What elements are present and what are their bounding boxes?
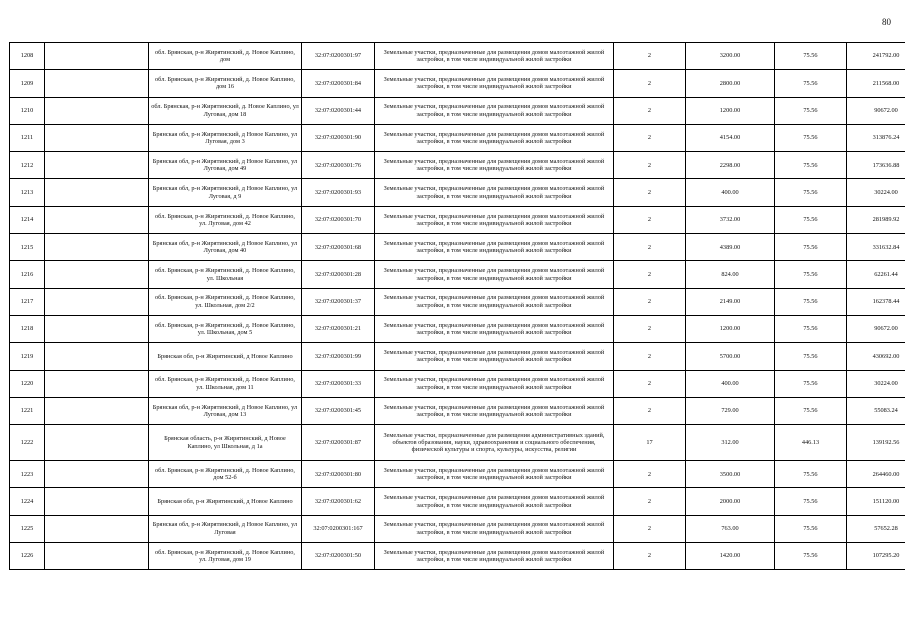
use-group-cell: 2	[614, 124, 686, 151]
cadastral-number-cell: 32:07:0200301:80	[302, 461, 375, 488]
area-cell: 4154.00	[686, 124, 775, 151]
area-cell: 2149.00	[686, 288, 775, 315]
blank-cell	[45, 515, 149, 542]
specific-value-cell: 75.56	[775, 152, 847, 179]
cadastral-value-cell: 162378.44	[847, 288, 905, 315]
area-cell: 1420.00	[686, 543, 775, 570]
table-row	[10, 488, 905, 515]
table-row	[10, 206, 905, 233]
use-group-cell: 2	[614, 288, 686, 315]
blank-cell	[45, 343, 149, 370]
cadastral-value-cell: 62261.44	[847, 261, 905, 288]
specific-value-cell: 75.56	[775, 288, 847, 315]
address-cell: Брянская обл, р-н Жирятинский, д Новое Каплино, ул Луговая, дом 40	[149, 234, 302, 261]
address-cell: Брянская область, р-н Жирятинский, д Новое Каплино, ул Школьная, д 1а	[149, 425, 302, 461]
blank-cell	[45, 234, 149, 261]
cadastral-value-cell: 90672.00	[847, 315, 905, 342]
cadastral-number-cell: 32:07:0200301:87	[302, 425, 375, 461]
table-row	[10, 515, 905, 542]
blank-cell	[45, 124, 149, 151]
area-cell: 1200.00	[686, 315, 775, 342]
row-number: 1208	[10, 43, 45, 70]
address-cell: обл. Брянская, р-н Жирятинский, д. Новое Каплино, дом 52-б	[149, 461, 302, 488]
specific-value-cell: 75.56	[775, 261, 847, 288]
land-use-cell: Земельные участки, предназначенные для размещения домов малоэтажной жилой застройки, в том числе индивидуальной жилой застройки	[375, 343, 614, 370]
table-row	[10, 343, 905, 370]
area-cell: 312.00	[686, 425, 775, 461]
land-use-cell: Земельные участки, предназначенные для размещения домов малоэтажной жилой застройки, в том числе индивидуальной жилой застройки	[375, 315, 614, 342]
blank-cell	[45, 315, 149, 342]
use-group-cell: 2	[614, 261, 686, 288]
specific-value-cell: 75.56	[775, 206, 847, 233]
cadastral-number-cell: 32:07:0200301:76	[302, 152, 375, 179]
table-row	[10, 234, 905, 261]
table-row	[10, 370, 905, 397]
cadastral-number-cell: 32:07:0200301:45	[302, 397, 375, 424]
area-cell: 824.00	[686, 261, 775, 288]
row-number: 1224	[10, 488, 45, 515]
land-use-cell: Земельные участки, предназначенные для размещения домов малоэтажной жилой застройки, в том числе индивидуальной жилой застройки	[375, 543, 614, 570]
address-cell: Брянская обл, р-н Жирятинский, д Новое Каплино	[149, 343, 302, 370]
table-row	[10, 152, 905, 179]
address-cell: обл. Брянская, р-н Жирятинский, д. Новое Каплино, ул. Школьная, дом 2/2	[149, 288, 302, 315]
blank-cell	[45, 425, 149, 461]
land-use-cell: Земельные участки, предназначенные для размещения домов малоэтажной жилой застройки, в том числе индивидуальной жилой застройки	[375, 461, 614, 488]
blank-cell	[45, 70, 149, 97]
cadastral-value-cell: 281989.92	[847, 206, 905, 233]
specific-value-cell: 75.56	[775, 234, 847, 261]
row-number: 1209	[10, 70, 45, 97]
land-use-cell: Земельные участки, предназначенные для размещения домов малоэтажной жилой застройки, в том числе индивидуальной жилой застройки	[375, 206, 614, 233]
specific-value-cell: 75.56	[775, 179, 847, 206]
use-group-cell: 2	[614, 206, 686, 233]
cadastral-value-cell: 151120.00	[847, 488, 905, 515]
area-cell: 1200.00	[686, 97, 775, 124]
area-cell: 400.00	[686, 370, 775, 397]
use-group-cell: 2	[614, 70, 686, 97]
cadastral-number-cell: 32:07:0200301:28	[302, 261, 375, 288]
blank-cell	[45, 152, 149, 179]
row-number: 1225	[10, 515, 45, 542]
table-row	[10, 97, 905, 124]
land-use-cell: Земельные участки, предназначенные для размещения домов малоэтажной жилой застройки, в том числе индивидуальной жилой застройки	[375, 515, 614, 542]
address-cell: Брянская обл, р-н Жирятинский, д Новое Каплино, ул Луговая, дом 3	[149, 124, 302, 151]
use-group-cell: 2	[614, 43, 686, 70]
row-number: 1218	[10, 315, 45, 342]
specific-value-cell: 75.56	[775, 397, 847, 424]
table-row	[10, 261, 905, 288]
cadastral-value-cell: 173636.88	[847, 152, 905, 179]
land-use-cell: Земельные участки, предназначенные для размещения домов малоэтажной жилой застройки, в том числе индивидуальной жилой застройки	[375, 288, 614, 315]
row-number: 1211	[10, 124, 45, 151]
row-number: 1226	[10, 543, 45, 570]
use-group-cell: 2	[614, 343, 686, 370]
use-group-cell: 17	[614, 425, 686, 461]
blank-cell	[45, 179, 149, 206]
table-row	[10, 70, 905, 97]
cadastral-number-cell: 32:07:0200301:62	[302, 488, 375, 515]
cadastral-number-cell: 32:07:0200301:97	[302, 43, 375, 70]
land-use-cell: Земельные участки, предназначенные для размещения домов малоэтажной жилой застройки, в том числе индивидуальной жилой застройки	[375, 124, 614, 151]
blank-cell	[45, 97, 149, 124]
row-number: 1223	[10, 461, 45, 488]
use-group-cell: 2	[614, 461, 686, 488]
specific-value-cell: 75.56	[775, 488, 847, 515]
table-row	[10, 425, 905, 461]
area-cell: 4389.00	[686, 234, 775, 261]
specific-value-cell: 75.56	[775, 124, 847, 151]
blank-cell	[45, 461, 149, 488]
cadastral-number-cell: 32:07:0200301:44	[302, 97, 375, 124]
row-number: 1222	[10, 425, 45, 461]
address-cell: Брянская обл, р-н Жирятинский, д Новое Каплино, ул Луговая, дом 49	[149, 152, 302, 179]
table-body	[10, 43, 905, 570]
specific-value-cell: 75.56	[775, 461, 847, 488]
row-number: 1212	[10, 152, 45, 179]
address-cell: Брянская обл, р-н Жирятинский, д Новое Каплино, ул Луговая, дом 13	[149, 397, 302, 424]
table-row	[10, 124, 905, 151]
cadastral-number-cell: 32:07:0200301:99	[302, 343, 375, 370]
cadastral-number-cell: 32:07:0200301:70	[302, 206, 375, 233]
specific-value-cell: 75.56	[775, 70, 847, 97]
cadastral-number-cell: 32:07:0200301:68	[302, 234, 375, 261]
address-cell: обл. Брянская, р-н Жирятинский, д. Новое Каплино, ул. Луговая, дом 19	[149, 543, 302, 570]
land-use-cell: Земельные участки, предназначенные для размещения домов малоэтажной жилой застройки, в том числе индивидуальной жилой застройки	[375, 43, 614, 70]
land-use-cell: Земельные участки, предназначенные для размещения домов малоэтажной жилой застройки, в том числе индивидуальной жилой застройки	[375, 152, 614, 179]
specific-value-cell: 446.13	[775, 425, 847, 461]
area-cell: 2000.00	[686, 488, 775, 515]
cadastral-value-cell: 30224.00	[847, 370, 905, 397]
area-cell: 2298.00	[686, 152, 775, 179]
area-cell: 763.00	[686, 515, 775, 542]
blank-cell	[45, 488, 149, 515]
table-row	[10, 179, 905, 206]
table-row	[10, 461, 905, 488]
specific-value-cell: 75.56	[775, 343, 847, 370]
area-cell: 3500.00	[686, 461, 775, 488]
address-cell: обл. Брянская, р-н Жирятинский, д. Новое Каплино, ул. Школьная, дом 5	[149, 315, 302, 342]
cadastral-number-cell: 32:07:0200301:33	[302, 370, 375, 397]
cadastral-number-cell: 32:07:0200301:90	[302, 124, 375, 151]
blank-cell	[45, 370, 149, 397]
cadastral-number-cell: 32:07:0200301:167	[302, 515, 375, 542]
land-use-cell: Земельные участки, предназначенные для размещения домов малоэтажной жилой застройки, в том числе индивидуальной жилой застройки	[375, 97, 614, 124]
use-group-cell: 2	[614, 179, 686, 206]
table-row	[10, 43, 905, 70]
table-row	[10, 288, 905, 315]
use-group-cell: 2	[614, 397, 686, 424]
specific-value-cell: 75.56	[775, 370, 847, 397]
blank-cell	[45, 206, 149, 233]
specific-value-cell: 75.56	[775, 515, 847, 542]
blank-cell	[45, 543, 149, 570]
blank-cell	[45, 288, 149, 315]
land-use-cell: Земельные участки, предназначенные для размещения домов малоэтажной жилой застройки, в том числе индивидуальной жилой застройки	[375, 179, 614, 206]
cadastral-number-cell: 32:07:0200301:21	[302, 315, 375, 342]
cadastral-value-cell: 331632.84	[847, 234, 905, 261]
row-number: 1220	[10, 370, 45, 397]
land-use-cell: Земельные участки, предназначенные для размещения домов малоэтажной жилой застройки, в том числе индивидуальной жилой застройки	[375, 261, 614, 288]
cadastral-value-cell: 241792.00	[847, 43, 905, 70]
cadastral-value-table	[9, 42, 905, 570]
cadastral-value-cell: 55083.24	[847, 397, 905, 424]
table-row	[10, 315, 905, 342]
blank-cell	[45, 397, 149, 424]
area-cell: 400.00	[686, 179, 775, 206]
area-cell: 2800.00	[686, 70, 775, 97]
cadastral-value-cell: 57652.28	[847, 515, 905, 542]
use-group-cell: 2	[614, 488, 686, 515]
row-number: 1217	[10, 288, 45, 315]
use-group-cell: 2	[614, 370, 686, 397]
address-cell: обл. Брянская, р-н Жирятинский, д. Новое Каплино, дом	[149, 43, 302, 70]
row-number: 1210	[10, 97, 45, 124]
land-use-cell: Земельные участки, предназначенные для размещения административных зданий, объектов образования, науки, здравоохранения и социального обеспечения, физической культуры и спорта, культуры, искусства, религии	[375, 425, 614, 461]
table-row	[10, 543, 905, 570]
table-row	[10, 397, 905, 424]
area-cell: 5700.00	[686, 343, 775, 370]
address-cell: обл. Брянская, р-н Жирятинский, д. Новое Каплино, ул. Школьная	[149, 261, 302, 288]
use-group-cell: 2	[614, 234, 686, 261]
specific-value-cell: 75.56	[775, 315, 847, 342]
cadastral-value-cell: 430692.00	[847, 343, 905, 370]
area-cell: 3732.00	[686, 206, 775, 233]
address-cell: обл. Брянская, р-н Жирятинский, д. Новое Каплино, ул Луговая, дом 18	[149, 97, 302, 124]
page-number: 80	[882, 17, 891, 27]
row-number: 1221	[10, 397, 45, 424]
use-group-cell: 2	[614, 152, 686, 179]
row-number: 1215	[10, 234, 45, 261]
specific-value-cell: 75.56	[775, 43, 847, 70]
area-cell: 729.00	[686, 397, 775, 424]
row-number: 1219	[10, 343, 45, 370]
cadastral-value-cell: 139192.56	[847, 425, 905, 461]
specific-value-cell: 75.56	[775, 97, 847, 124]
cadastral-number-cell: 32:07:0200301:84	[302, 70, 375, 97]
cadastral-number-cell: 32:07:0200301:50	[302, 543, 375, 570]
cadastral-number-cell: 32:07:0200301:37	[302, 288, 375, 315]
cadastral-value-cell: 313876.24	[847, 124, 905, 151]
address-cell: обл. Брянская, р-н Жирятинский, д. Новое Каплино, ул. Луговая, дом 42	[149, 206, 302, 233]
land-use-cell: Земельные участки, предназначенные для размещения домов малоэтажной жилой застройки, в том числе индивидуальной жилой застройки	[375, 488, 614, 515]
land-use-cell: Земельные участки, предназначенные для размещения домов малоэтажной жилой застройки, в том числе индивидуальной жилой застройки	[375, 234, 614, 261]
land-use-cell: Земельные участки, предназначенные для размещения домов малоэтажной жилой застройки, в том числе индивидуальной жилой застройки	[375, 70, 614, 97]
use-group-cell: 2	[614, 515, 686, 542]
cadastral-value-cell: 211568.00	[847, 70, 905, 97]
address-cell: обл. Брянская, р-н Жирятинский, д. Новое Каплино, дом 16	[149, 70, 302, 97]
use-group-cell: 2	[614, 315, 686, 342]
address-cell: обл. Брянская, р-н Жирятинский, д. Новое Каплино, ул. Школьная, дом 11	[149, 370, 302, 397]
land-use-cell: Земельные участки, предназначенные для размещения домов малоэтажной жилой застройки, в том числе индивидуальной жилой застройки	[375, 397, 614, 424]
blank-cell	[45, 43, 149, 70]
cadastral-value-cell: 107295.20	[847, 543, 905, 570]
address-cell: Брянская обл, р-н Жирятинский, д Новое Каплино, ул Луговая, д 9	[149, 179, 302, 206]
land-use-cell: Земельные участки, предназначенные для размещения домов малоэтажной жилой застройки, в том числе индивидуальной жилой застройки	[375, 370, 614, 397]
row-number: 1216	[10, 261, 45, 288]
use-group-cell: 2	[614, 97, 686, 124]
specific-value-cell: 75.56	[775, 543, 847, 570]
cadastral-number-cell: 32:07:0200301:93	[302, 179, 375, 206]
address-cell: Брянская обл, р-н Жирятинский, д Новое Каплино	[149, 488, 302, 515]
blank-cell	[45, 261, 149, 288]
row-number: 1214	[10, 206, 45, 233]
cadastral-value-cell: 90672.00	[847, 97, 905, 124]
cadastral-value-cell: 264460.00	[847, 461, 905, 488]
address-cell: Брянская обл, р-н Жирятинский, д Новое Каплино, ул Луговая	[149, 515, 302, 542]
row-number: 1213	[10, 179, 45, 206]
use-group-cell: 2	[614, 543, 686, 570]
cadastral-value-cell: 30224.00	[847, 179, 905, 206]
area-cell: 3200.00	[686, 43, 775, 70]
